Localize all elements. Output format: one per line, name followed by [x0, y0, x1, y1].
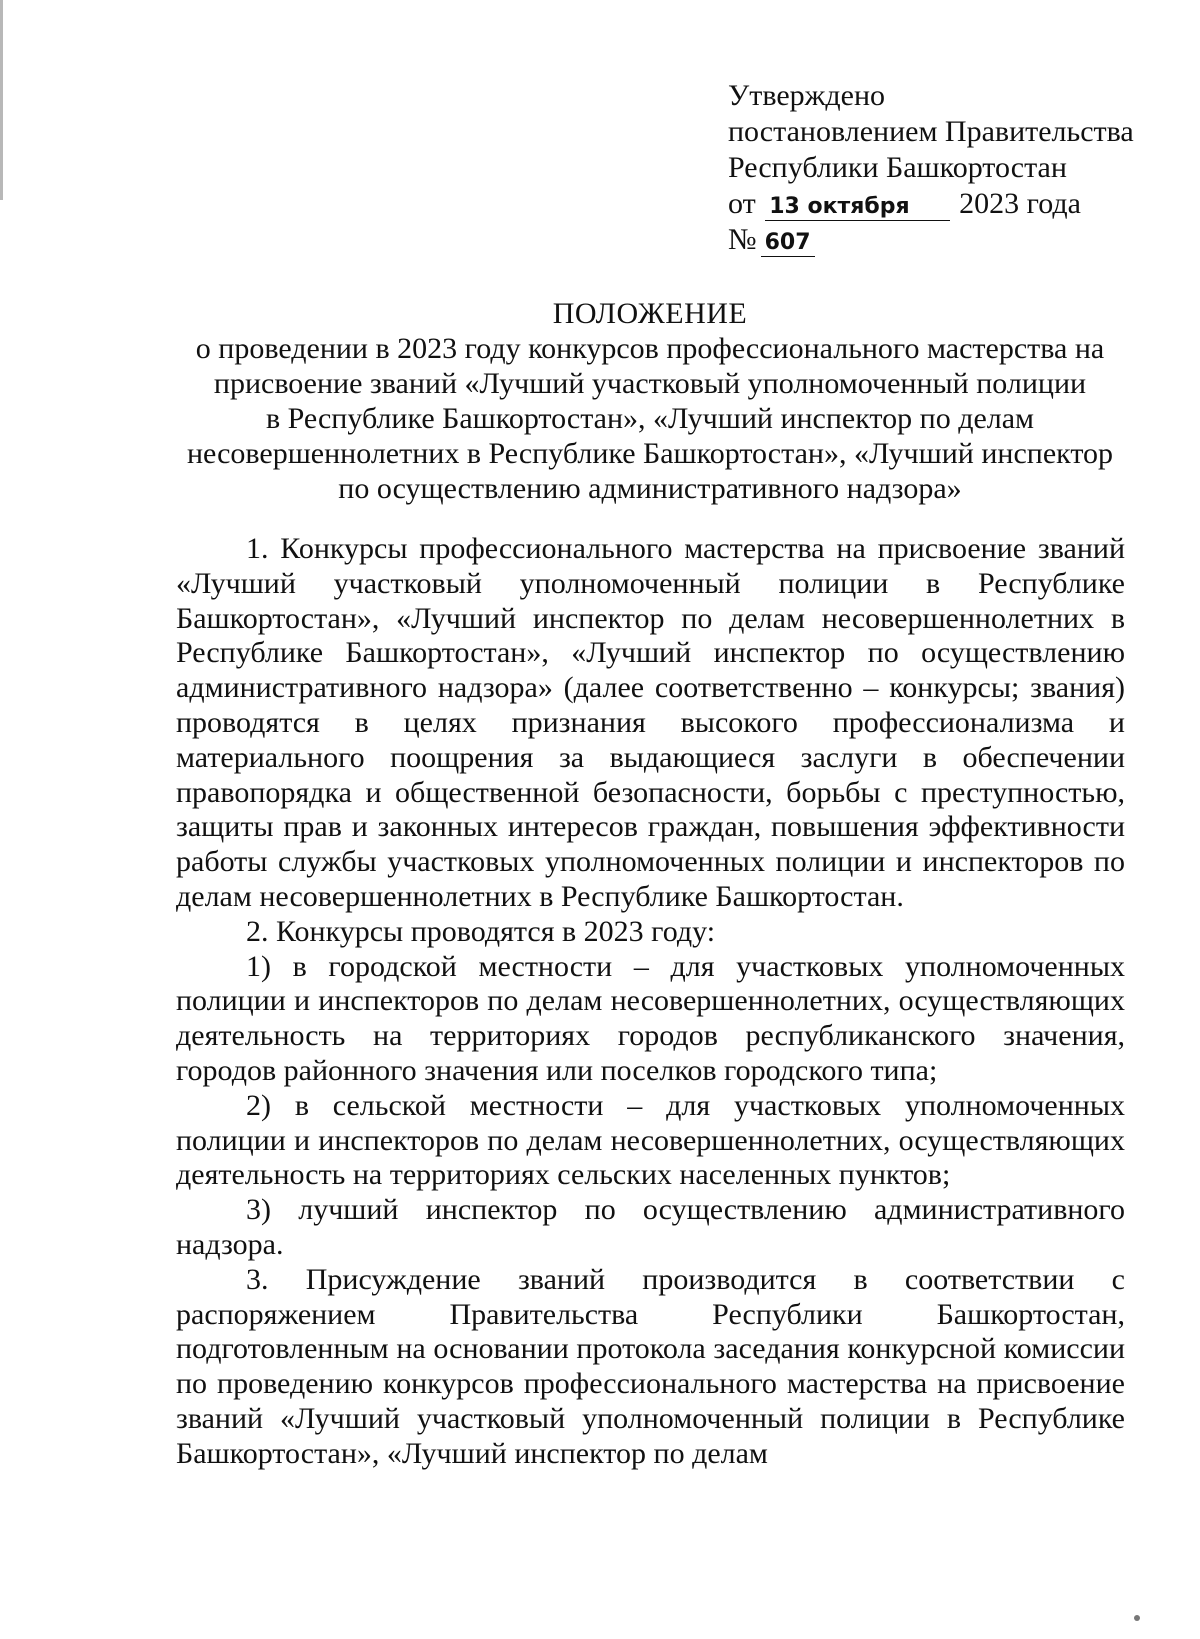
document-subtitle-line-3: в Республике Башкортостан», «Лучший инспектор по делам: [265, 402, 1035, 435]
paragraph-2-item-2: 2) в сельской местности – для участковых уполномоченных полиции и инспекторов по делам несовершеннолетних, осуществляющих деятельность на территориях сельских населенных пунктов;: [176, 1088, 1125, 1192]
approval-number-prefix: №: [728, 223, 757, 256]
document-subtitle-line-5: по осуществлению административного надзора»: [338, 472, 962, 505]
document-title: ПОЛОЖЕНИЕ: [552, 297, 748, 330]
document-subtitle-line-4: несовершеннолетних в Республике Башкортостан», «Лучший инспектор: [186, 437, 1114, 470]
approval-date-fill: 13 октября: [765, 194, 949, 221]
scan-speck: [1134, 1615, 1140, 1621]
paragraph-2: 2. Конкурсы проводятся в 2023 году:: [246, 914, 716, 948]
approval-number-line: [728, 222, 1188, 258]
approval-line-2: постановлением Правительства: [728, 115, 1134, 148]
scan-edge-mark: [0, 0, 3, 200]
approval-block: [728, 78, 1188, 258]
paragraph-1: 1. Конкурсы профессионального мастерства на присвоение званий «Лучший участковый уполномоченный полиции в Республике Башкортостан», «Лучший инспектор по делам несовершеннолетних в Республике Башкортостан», «Лучший инспектор по осуществлению административного надзора» (далее соответственно – конкурсы; звания) проводятся в целях признания высокого профессионализма и материального поощрения за выдающиеся заслуги в обеспечении правопорядка и общественной безопасности, борьбы с преступностью, защиты прав и законных интересов граждан, повышения эффективности работы службы участковых уполномоченных полиции и инспекторов по делам несовершеннолетних в Республике Башкортостан.: [176, 532, 1125, 913]
document-heading: [0, 296, 1200, 506]
approval-line-3: Республики Башкортостан: [728, 151, 1067, 184]
document-subtitle-line-1: о проведении в 2023 году конкурсов профессионального мастерства на: [195, 332, 1105, 365]
paragraph-2-item-1: 1) в городской местности – для участковых уполномоченных полиции и инспекторов по делам несовершеннолетних, осуществляющих деятельность на территориях городов республиканского значения, городов районного значения или поселков городского типа;: [176, 949, 1125, 1087]
paragraph-2-item-3: 3) лучший инспектор по осуществлению административного надзора.: [176, 1193, 1125, 1261]
document-body: [176, 532, 1125, 1472]
paragraph-3: 3. Присуждение званий производится в соответствии с распоряжением Правительства Республики Башкортостан, подготовленным на основании протокола заседания конкурсной комиссии по проведению конкурсов профессионального мастерства на присвоение званий «Лучший участковый уполномоченный полиции в Республике Башкортостан», «Лучший инспектор по делам: [176, 1262, 1125, 1470]
document-subtitle-line-2: присвоение званий «Лучший участковый уполномоченный полиции: [213, 367, 1087, 400]
approval-date-suffix: 2023 года: [959, 187, 1081, 220]
approval-line-1: Утверждено: [728, 79, 886, 112]
approval-number-fill: 607: [761, 230, 815, 257]
approval-date-prefix: от: [728, 187, 756, 220]
approval-date-line: [728, 186, 1188, 222]
